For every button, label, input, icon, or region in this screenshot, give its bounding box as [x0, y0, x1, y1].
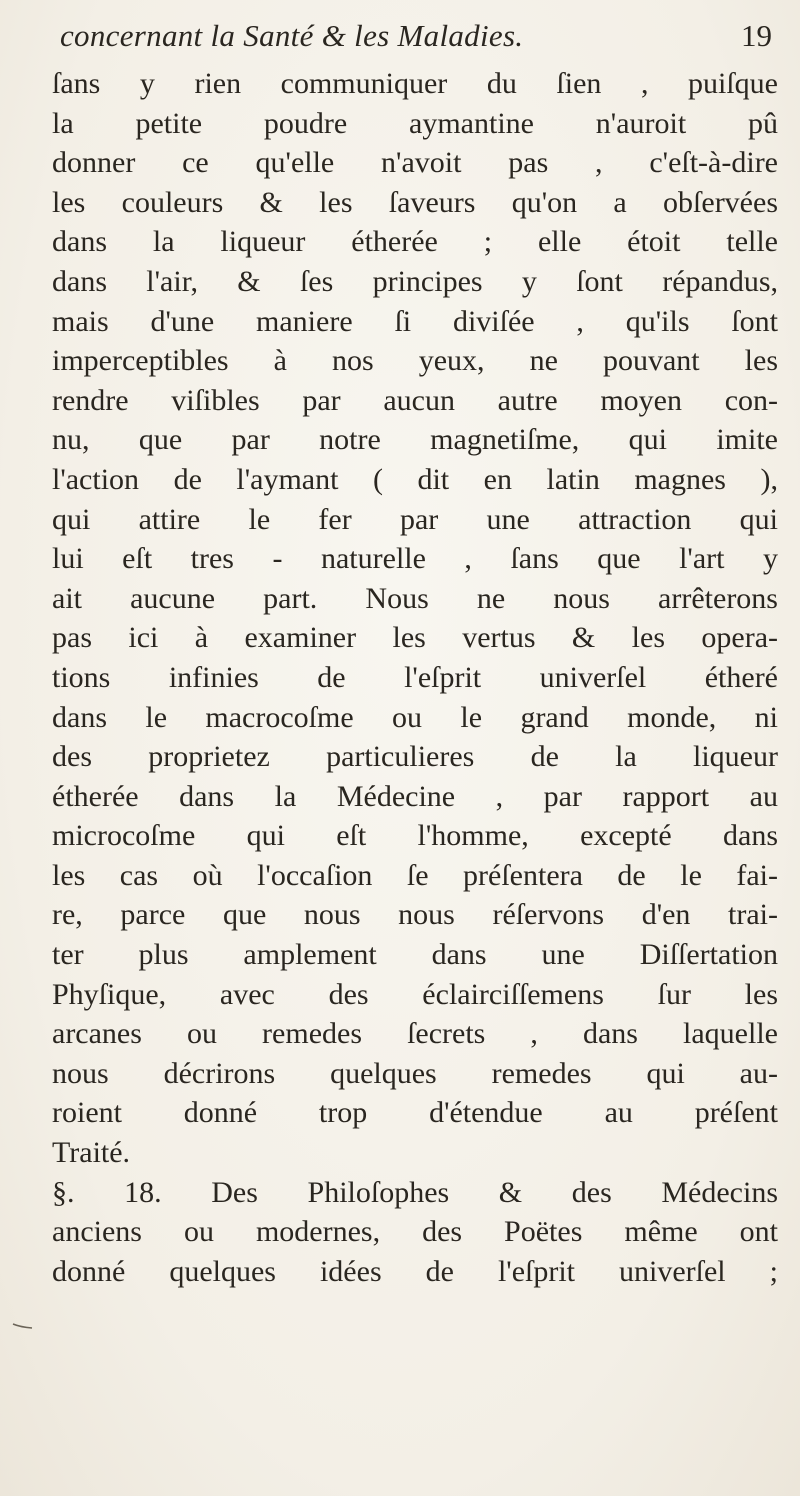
text-line: re, parce que nous nous réſervons d'en trai- [52, 898, 778, 932]
text-line: imperceptibles à nos yeux, ne pouvant les [52, 344, 778, 378]
text-line: dans l'air, & ſes principes y ſont répandus, [52, 264, 778, 298]
text-line: roient donné trop d'étendue au préſent [52, 1096, 778, 1130]
text-line: Phyſique, avec des éclairciſſemens ſur les [52, 977, 778, 1011]
text-line: pas ici à examiner les vertus & les opera- [52, 621, 778, 655]
text-line: dans le macrocoſme ou le grand monde, ni [52, 700, 778, 734]
text-line: qui attire le fer par une attraction qui [52, 502, 778, 536]
text-line: Traité. [52, 1136, 131, 1170]
text-line: nous décrirons quelques remedes qui au- [52, 1056, 778, 1090]
text-line: mais d'une maniere ſi diviſée , qu'ils ſont [52, 304, 778, 338]
text-line: étherée dans la Médecine , par rapport au [52, 779, 778, 813]
text-line: microcoſme qui eſt l'homme, excepté dans [52, 819, 778, 853]
text-line: ter plus amplement dans une Diſſertation [52, 938, 778, 972]
text-line: arcanes ou remedes ſecrets , dans laquelle [52, 1017, 778, 1051]
running-head-title: concernant la Santé & les Maladies. [60, 18, 524, 53]
body-text [52, 64, 778, 1291]
text-line: ſans y rien communiquer du ſien , puiſque [52, 67, 778, 100]
text-line: tions infinies de l'eſprit univerſel étheré [52, 660, 778, 694]
text-line: §. 18. Des Philoſophes & des Médecins [52, 1175, 778, 1209]
text-line: lui eſt tres - naturelle , ſans que l'art y [52, 542, 778, 576]
text-line: donné quelques idées de l'eſprit univerſel ; [52, 1254, 778, 1288]
text-line: les cas où l'occaſion ſe préſentera de le fai- [52, 858, 778, 892]
text-line: l'action de l'aymant ( dit en latin magnes ), [52, 462, 778, 496]
ink-mark [12, 1322, 34, 1330]
text-line: donner ce qu'elle n'avoit pas , c'eſt-à-dire [52, 146, 778, 180]
text-line: la petite poudre aymantine n'auroit pû [52, 106, 778, 140]
text-line: les couleurs & les ſaveurs qu'on a obſervées [52, 185, 778, 219]
text-line: nu, que par notre magnetiſme, qui imite [52, 423, 778, 457]
text-line: rendre viſibles par aucun autre moyen con- [52, 383, 778, 417]
text-line: des proprietez particulieres de la liqueur [52, 740, 778, 774]
text-line: dans la liqueur étherée ; elle étoit telle [52, 225, 778, 259]
page-number: 19 [741, 18, 772, 53]
text-line: ait aucune part. Nous ne nous arrêterons [52, 581, 778, 615]
text-line: anciens ou modernes, des Poëtes même ont [52, 1215, 778, 1249]
